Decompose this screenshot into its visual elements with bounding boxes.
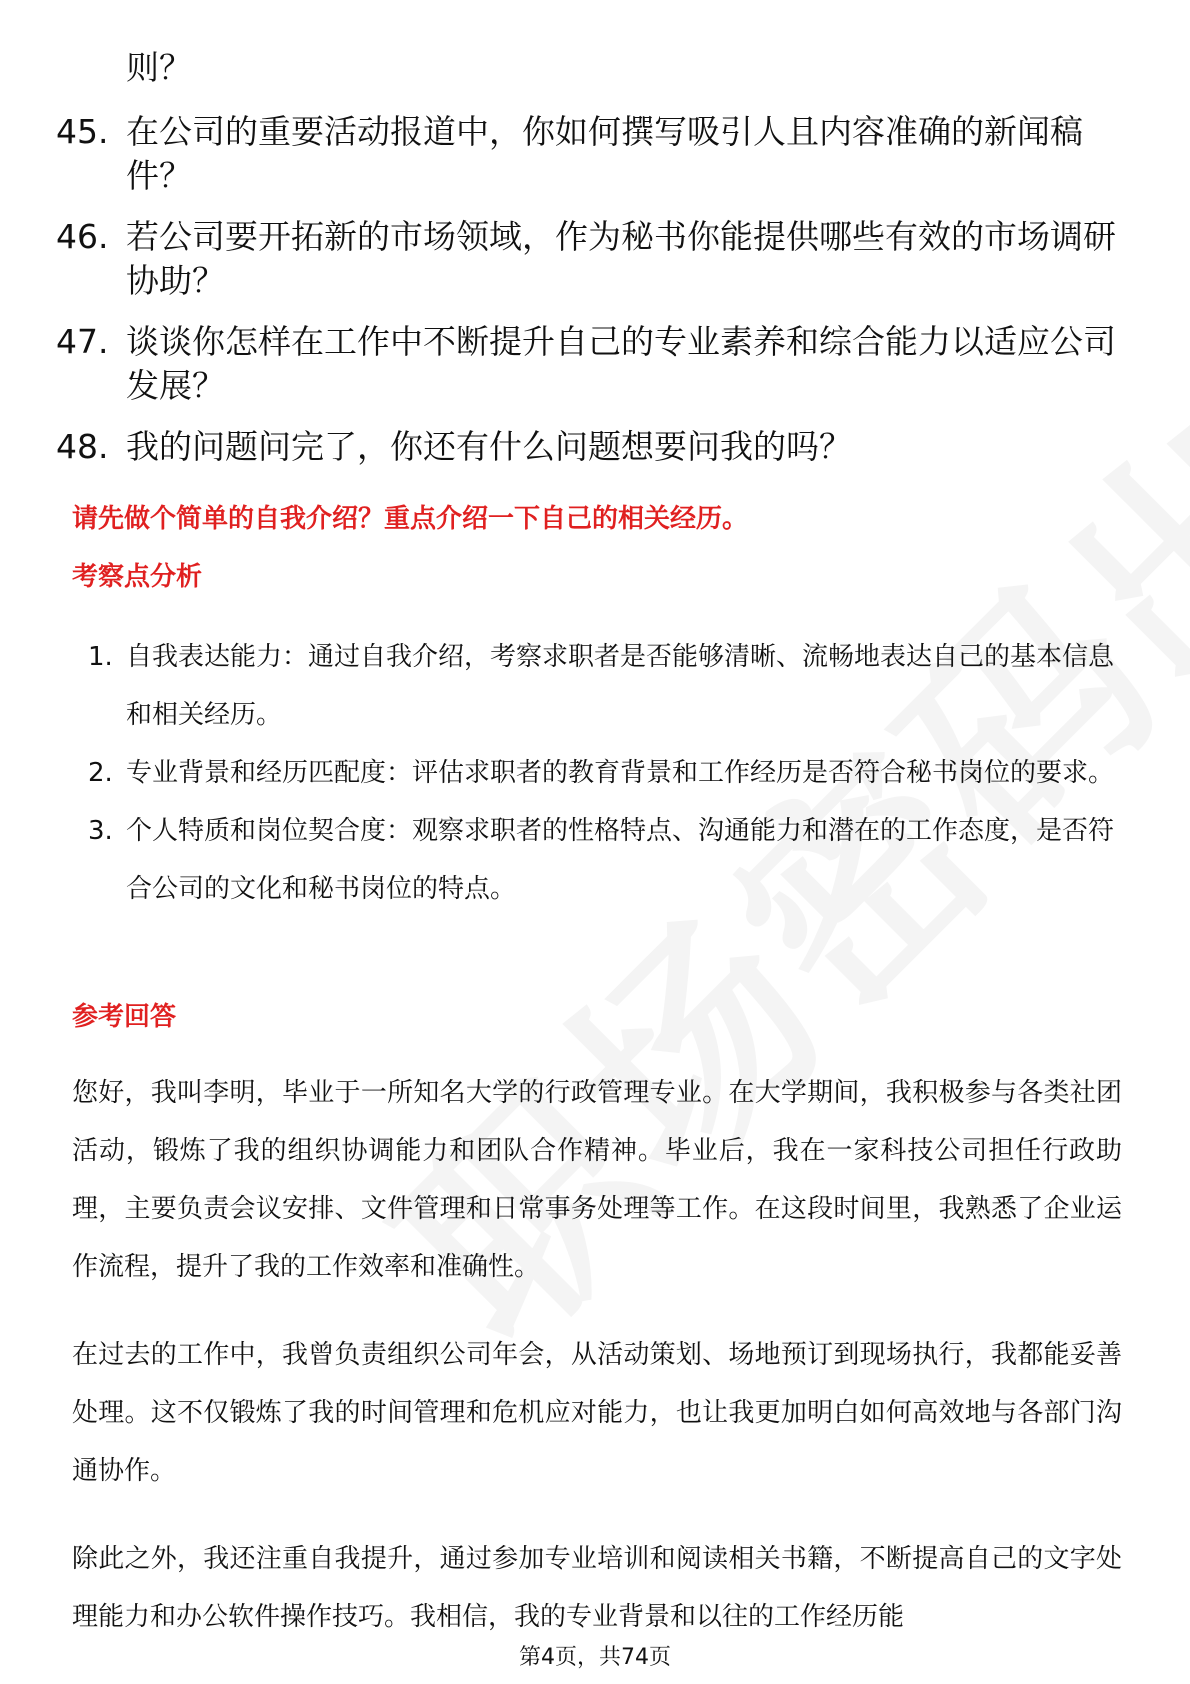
analysis-number: 2. [88,758,113,788]
question-item [56,425,1136,469]
analysis-list [88,628,1128,918]
analysis-heading: 考察点分析 [72,562,203,592]
answer-paragraph: 您好，我叫李明，毕业于一所知名大学的行政管理专业。在大学期间，我积极参与各类社团活动，锻炼了我的组织协调能力和团队合作精神。毕业后，我在一家科技公司担任行政助理，主要负责会议安排、文件管理和日常事务处理等工作。在这段时间里，我熟悉了企业运作流程，提升了我的工作效率和准确性。 [72,1078,1122,1282]
question-text: 在公司的重要活动报道中，你如何撰写吸引人且内容准确的新闻稿件？ [126,112,1083,195]
question-text: 我的问题问完了，你还有什么问题想要问我的吗？ [126,427,852,466]
question-item [56,320,1136,408]
answer-body [72,1064,1122,1676]
analysis-item [88,744,1128,802]
question-number: 48. [56,427,109,466]
analysis-number: 3. [88,816,113,846]
question-item [56,46,1136,90]
question-number: 45. [56,112,109,151]
analysis-text: 自我表达能力：通过自我介绍，考察求职者是否能够清晰、流畅地表达自己的基本信息和相关经历。 [126,642,1115,730]
analysis-text: 专业背景和经历匹配度：评估求职者的教育背景和工作经历是否符合秘书岗位的要求。 [126,758,1115,788]
page-footer: 第4页，共74页 [519,1645,671,1670]
question-list [56,46,1136,486]
question-item [56,110,1136,198]
analysis-text: 个人特质和岗位契合度：观察求职者的性格特点、沟通能力和潜在的工作态度，是否符合公司的文化和秘书岗位的特点。 [126,816,1115,904]
question-text: 谈谈你怎样在工作中不断提升自己的专业素养和综合能力以适应公司发展？ [126,322,1116,405]
question-heading: 请先做个简单的自我介绍？重点介绍一下自己的相关经历。 [72,504,749,534]
question-item [56,215,1136,303]
answer-heading: 参考回答 [72,1002,177,1032]
question-number: 47. [56,322,109,361]
answer-paragraph: 在过去的工作中，我曾负责组织公司年会，从活动策划、场地预订到现场执行，我都能妥善处理。这不仅锻炼了我的时间管理和危机应对能力，也让我更加明白如何高效地与各部门沟通协作。 [72,1340,1122,1486]
question-number: 46. [56,217,109,256]
answer-paragraph: 除此之外，我还注重自我提升，通过参加专业培训和阅读相关书籍，不断提高自己的文字处理能力和办公软件操作技巧。我相信，我的专业背景和以往的工作经历能 [72,1544,1122,1632]
question-text: 则？ [126,48,192,87]
question-text: 若公司要开拓新的市场领域，作为秘书你能提供哪些有效的市场调研协助？ [126,217,1116,300]
analysis-item [88,628,1128,744]
analysis-item [88,802,1128,918]
analysis-number: 1. [88,642,113,672]
